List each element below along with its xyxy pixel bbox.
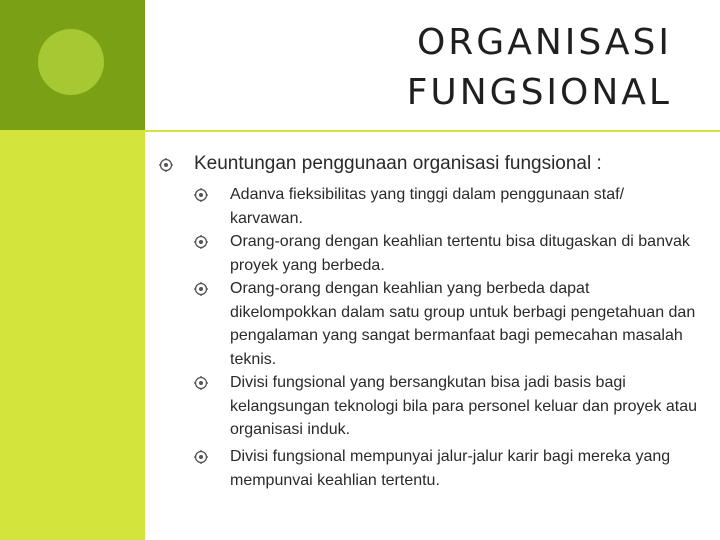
sub-bullet-3: Orang-orang dengan keahlian yang berbeda dapat dikelompokkan dalam satu group untuk berbagi pengetahuan dan pengalaman yang sangat bermanfaat bagi pemecahan masalah teknis. bbox=[230, 280, 696, 368]
gear-icon bbox=[194, 450, 208, 464]
gear-icon bbox=[159, 158, 173, 172]
gear-icon bbox=[194, 235, 208, 249]
gear-icon bbox=[194, 188, 208, 202]
sub-bullet-1: Adanva fieksibilitas yang tinggi dalam penggunaan staf/ karvawan. bbox=[230, 186, 625, 227]
sidebar-bottom-band bbox=[0, 130, 145, 540]
main-bullet-text: Keuntungan penggunaan organisasi fungsional : bbox=[194, 153, 602, 174]
decorative-circle bbox=[38, 29, 104, 95]
gear-icon bbox=[194, 376, 208, 390]
gear-icon bbox=[194, 282, 208, 296]
sub-bullet-4: Divisi fungsional yang bersangkutan bisa jadi basis bagi kelangsungan teknologi bila para personel keluar dan proyek atau organisasi induk. bbox=[230, 374, 697, 438]
title-line-2: FUNGSIONAL bbox=[406, 72, 672, 113]
sub-bullet-5: Divisi fungsional mempunyai jalur-jalur karir bagi mereka yang mempunvai keahlian tertentu. bbox=[230, 448, 671, 489]
sub-bullet-2: Orang-orang dengan keahlian tertentu bisa ditugaskan di banvak proyek yang berbeda. bbox=[230, 233, 690, 274]
title-divider bbox=[145, 130, 720, 132]
slide-title bbox=[292, 18, 672, 118]
title-line-1: ORGANISASI bbox=[416, 22, 672, 63]
